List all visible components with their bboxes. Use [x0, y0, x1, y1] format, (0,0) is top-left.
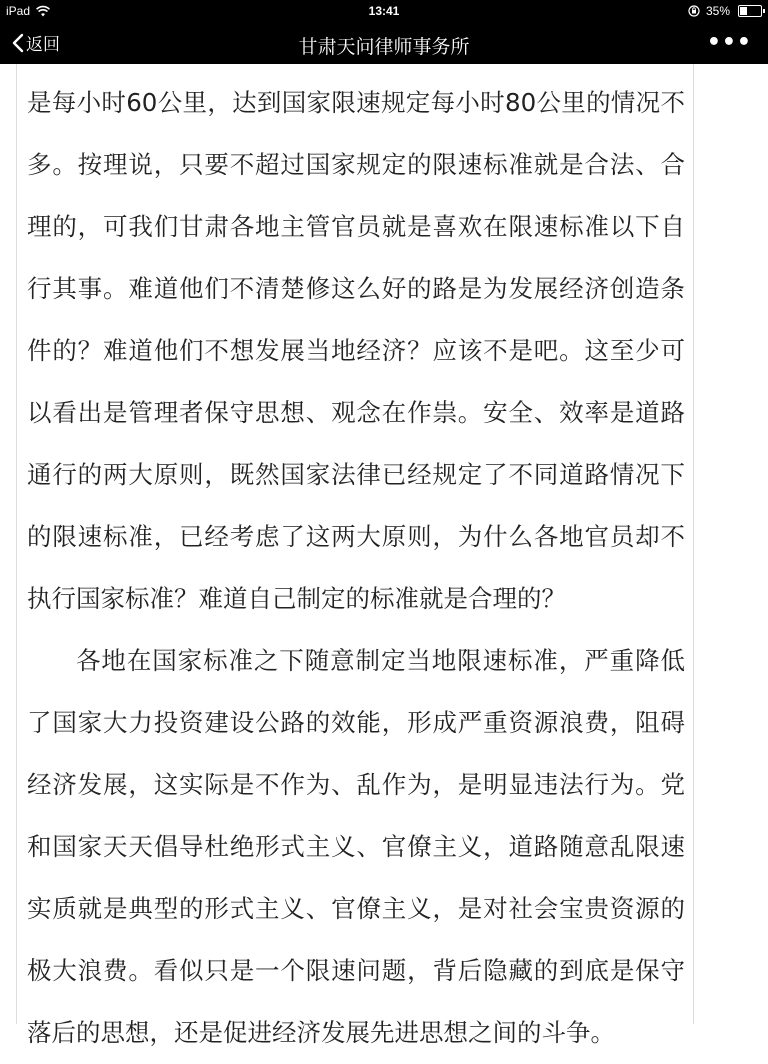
navigation-bar — [0, 22, 768, 64]
status-right — [688, 4, 762, 18]
status-bar — [0, 0, 768, 22]
device-name: iPad — [6, 4, 31, 18]
back-label: 返回 — [26, 35, 60, 55]
status-time: 13:41 — [368, 4, 400, 18]
article-paragraph-1: 是每小时60公里，达到国家限速规定每小时80公里的情况不多。按理说，只要不超过国家规定的限速标准就是合法、合理的，可我们甘肃各地主管官员就是喜欢在限速标准以下自行其事。难道他们不清楚修这么好的路是为发展经济创造条件的？难道他们不想发展当地经济？应该不是吧。这至少可以看出是管理者保守思想、观念在作祟。安全、效率是道路通行的两大原则，既然国家法律已经规定了不同道路情况下的限速标准，已经考虑了这两大原则，为什么各地官员却不执行国家标准？难道自己制定的标准就是合理的？ — [27, 88, 685, 613]
battery-percent: 35% — [705, 4, 730, 18]
battery-fill — [740, 7, 747, 15]
page-title: 甘肃天问律师事务所 — [298, 36, 470, 58]
battery-icon — [738, 5, 762, 17]
article-content — [16, 64, 694, 1047]
article-paragraph-2: 各地在国家标准之下随意制定当地限速标准，严重降低了国家大力投资建设公路的效能，形成严重资源浪费，阻碍经济发展，这实际是不作为、乱作为，是明显违法行为。党和国家天天倡导杜绝形式主义、官僚主义，道路随意乱限速实质就是典型的形式主义、官僚主义，是对社会宝贵资源的极大浪费。看似只是一个限速问题，背后隐藏的到底是保守落后的思想，还是促进经济发展先进思想之间的斗争。 — [27, 646, 685, 1047]
more-options-button[interactable]: ••• — [706, 30, 752, 55]
orientation-lock-icon — [688, 5, 700, 17]
